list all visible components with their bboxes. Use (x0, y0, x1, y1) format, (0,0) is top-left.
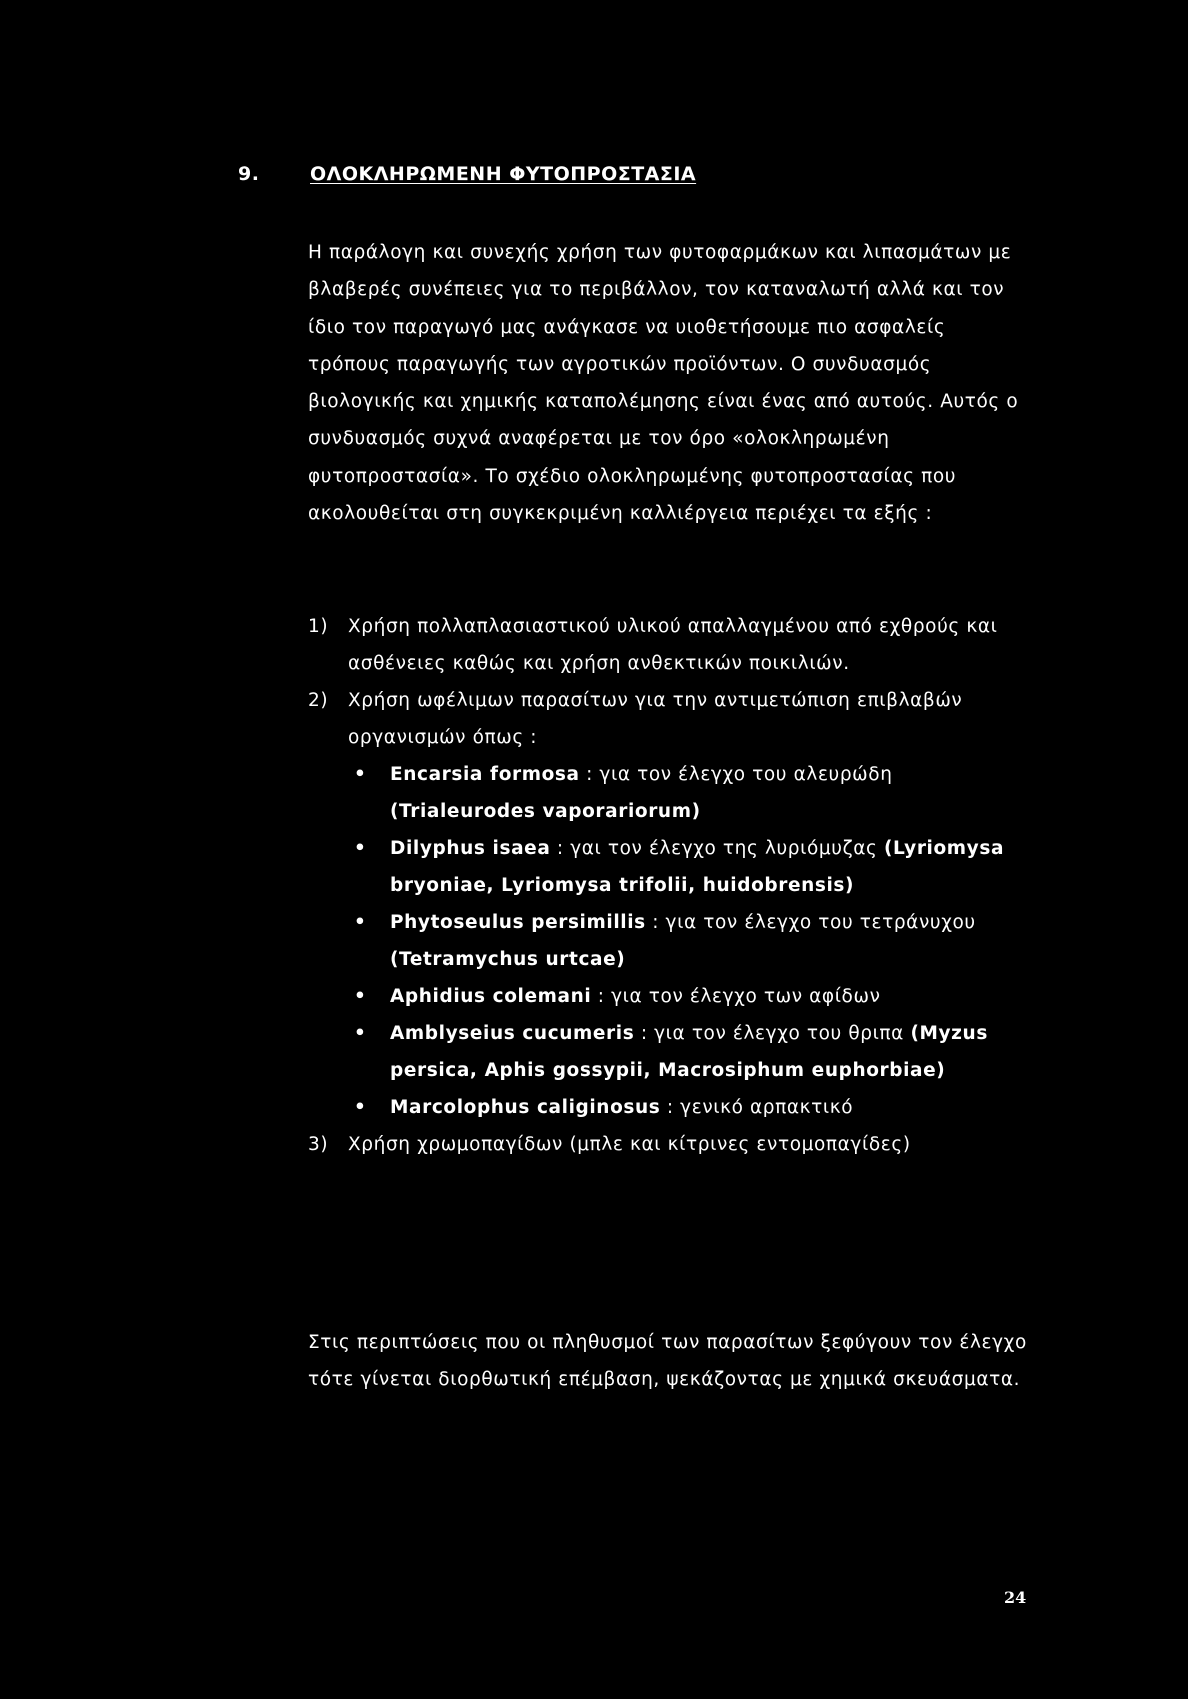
list-marker: 1) (308, 616, 329, 637)
organism-description: : για τον έλεγχο του θριπα (634, 1023, 911, 1044)
page-number: 24 (1004, 1588, 1027, 1607)
organism-description: : για τον έλεγχο του τετράνυχου (645, 912, 976, 933)
section-heading (238, 163, 696, 185)
organism-description: : γαι τον έλεγχο της λυριόμυζας (550, 838, 884, 859)
numbered-list (308, 608, 1028, 1163)
organism-description: : για τον έλεγχο των αφίδων (591, 986, 881, 1007)
target-species: (Trialeurodes vaporariorum) (390, 801, 701, 822)
organism-name: Aphidius colemani (390, 986, 592, 1007)
organism-bullet-list (348, 756, 1028, 1126)
organism-name: Marcolophus caliginosus (390, 1097, 661, 1118)
target-species: (Myzus persica, Aphis gossypii, Macrosiphum euphorbiae) (390, 1023, 988, 1081)
list-item-1 (308, 608, 1028, 682)
bullet-dot-icon: • (354, 1023, 367, 1044)
list-item-text: Χρήση χρωμοπαγίδων (μπλε και κίτρινες εντομοπαγίδες) (348, 1134, 911, 1155)
organism-name: Amblyseius cucumeris (390, 1023, 635, 1044)
target-species: (Lyriomysa bryoniae, Lyriomysa trifolii, huidobrensis) (390, 838, 1005, 896)
bullet-item (348, 1015, 1028, 1089)
list-item-text: Χρήση ωφέλιμων παρασίτων για την αντιμετώπιση επιβλαβών οργανισμών όπως : (348, 690, 963, 748)
bullet-item (348, 1089, 1028, 1126)
bullet-item (348, 978, 1028, 1015)
bullet-dot-icon: • (354, 912, 367, 933)
list-item-2 (308, 682, 1028, 1126)
list-item-3 (308, 1126, 1028, 1163)
list-marker: 3) (308, 1134, 329, 1155)
organism-description: : για τον έλεγχο του αλευρώδη (579, 764, 893, 785)
bullet-item (348, 904, 1028, 978)
organism-name: Dilyphus isaea (390, 838, 551, 859)
target-species: (Tetramychus urtcae) (390, 949, 626, 970)
bullet-dot-icon: • (354, 764, 367, 785)
bullet-dot-icon: • (354, 986, 367, 1007)
list-item-text: Χρήση πολλαπλασιαστικού υλικού απαλλαγμένου από εχθρούς και ασθένειες καθώς και χρήση ανθεκτικών ποικιλιών. (348, 616, 998, 674)
bullet-item (348, 756, 1028, 830)
bullet-dot-icon: • (354, 1097, 367, 1118)
organism-description: : γενικό αρπακτικό (660, 1097, 854, 1118)
bullet-item (348, 830, 1028, 904)
organism-name: Encarsia formosa (390, 764, 580, 785)
organism-name: Phytoseulus persimillis (390, 912, 646, 933)
list-marker: 2) (308, 690, 329, 711)
intro-paragraph: Η παράλογη και συνεχής χρήση των φυτοφαρμάκων και λιπασμάτων με βλαβερές συνέπειες για το περιβάλλον, τον καταναλωτή αλλά και τον ίδιο τον παραγωγό μας ανάγκασε να υιοθετήσουμε πιο ασφαλείς τρόπους παραγωγής των αγροτικών προϊόντων. Ο συνδυασμός βιολογικής και χημικής καταπολέμησης είναι ένας από αυτούς. Αυτός ο συνδυασμός συχνά αναφέρεται με τον όρο «ολοκληρωμένη φυτοπροστασία». Το σχέδιο ολοκληρωμένης φυτοπροστασίας που ακολουθείται στη συγκεκριμένη καλλιέργεια περιέχει τα εξής : (308, 242, 1019, 525)
section-number: 9. (238, 163, 260, 185)
section-title: ΟΛΟΚΛΗΡΩΜΕΝΗ ΦΥΤΟΠΡΟΣΤΑΣΙΑ (310, 163, 697, 185)
bullet-dot-icon: • (354, 838, 367, 859)
closing-paragraph: Στις περιπτώσεις που οι πληθυσμοί των παρασίτων ξεφύγουν τον έλεγχο τότε γίνεται διορθωτική επέμβαση, ψεκάζοντας με χημικά σκευάσματα. (308, 1332, 1027, 1391)
